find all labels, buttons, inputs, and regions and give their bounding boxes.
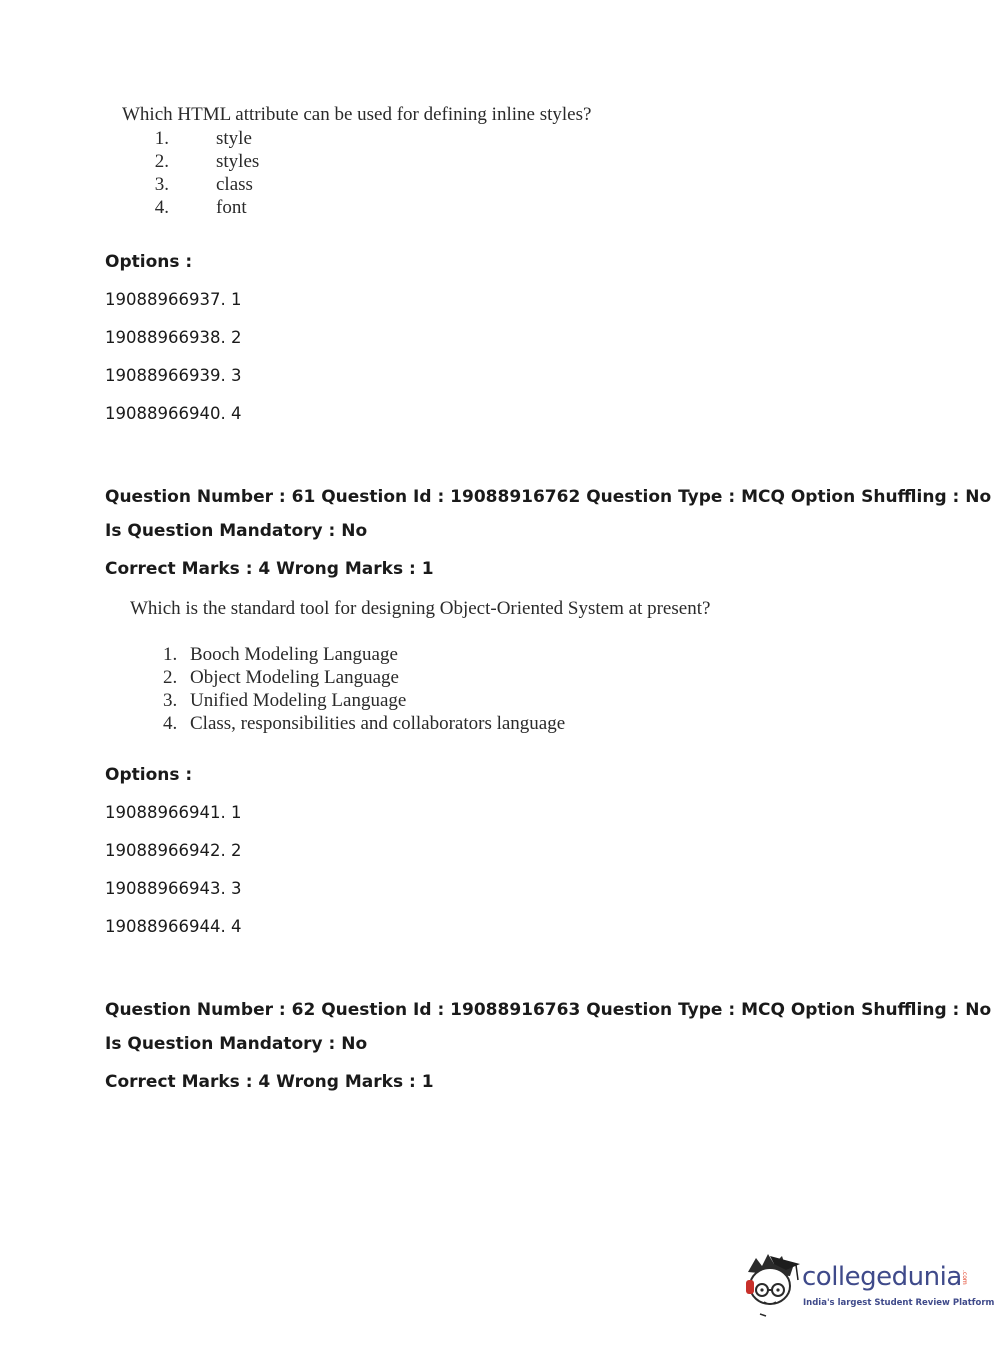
question-60-text: Which HTML attribute can be used for defining inline styles? — [122, 104, 592, 125]
question-61-choice-list — [163, 644, 565, 736]
choice-number: 2. — [163, 667, 178, 688]
choice-item — [163, 690, 565, 713]
choice-number: 3. — [154, 174, 169, 195]
choice-item — [163, 667, 565, 690]
option-item: 19088966942. 2 — [105, 841, 242, 860]
choice-text: styles — [216, 151, 260, 172]
choice-item — [122, 151, 259, 174]
choice-number: 3. — [163, 690, 178, 711]
option-item: 19088966941. 1 — [105, 803, 242, 822]
choice-item — [163, 644, 565, 667]
choice-number: 4. — [154, 197, 169, 218]
choice-item — [122, 128, 259, 151]
choice-text: style — [216, 128, 252, 149]
question-62-header: Question Number : 62 Question Id : 19088916763 Question Type : MCQ Option Shuffling : No — [105, 1000, 992, 1020]
collegedunia-logo — [742, 1250, 995, 1320]
choice-number: 1. — [154, 128, 169, 149]
question-61-header: Question Number : 61 Question Id : 19088916762 Question Type : MCQ Option Shuffling : No — [105, 487, 992, 507]
logo-wordmark: collegedunia — [802, 1262, 962, 1292]
option-item: 19088966938. 2 — [105, 328, 242, 347]
question-61-mandatory: Is Question Mandatory : No — [105, 521, 368, 541]
choice-number: 4. — [163, 713, 178, 734]
choice-text: Booch Modeling Language — [190, 644, 398, 665]
logo-tagline: India's largest Student Review Platform — [803, 1298, 995, 1308]
option-item: 19088966943. 3 — [105, 879, 242, 898]
student-mascot-icon — [742, 1250, 802, 1320]
choice-text: Class, responsibilities and collaborators language — [190, 713, 566, 734]
choice-text: Unified Modeling Language — [190, 690, 407, 711]
options-label: Options : — [105, 252, 193, 272]
question-61-text: Which is the standard tool for designing Object-Oriented System at present? — [130, 598, 711, 619]
question-61-marks: Correct Marks : 4 Wrong Marks : 1 — [105, 559, 434, 579]
choice-item — [122, 174, 259, 197]
choice-text: class — [216, 174, 253, 195]
question-62-marks: Correct Marks : 4 Wrong Marks : 1 — [105, 1072, 434, 1092]
question-60-choice-list — [122, 128, 259, 220]
choice-text: font — [216, 197, 247, 218]
choice-text: Object Modeling Language — [190, 667, 399, 688]
choice-item — [122, 197, 259, 220]
options-label: Options : — [105, 765, 193, 785]
question-62-mandatory: Is Question Mandatory : No — [105, 1034, 368, 1054]
choice-item — [163, 713, 565, 736]
logo-domain-suffix: .com — [961, 1270, 968, 1285]
option-item: 19088966937. 1 — [105, 290, 242, 309]
option-item: 19088966939. 3 — [105, 366, 242, 385]
choice-number: 1. — [163, 644, 178, 665]
choice-number: 2. — [154, 151, 169, 172]
option-item: 19088966944. 4 — [105, 917, 242, 936]
option-item: 19088966940. 4 — [105, 404, 242, 423]
